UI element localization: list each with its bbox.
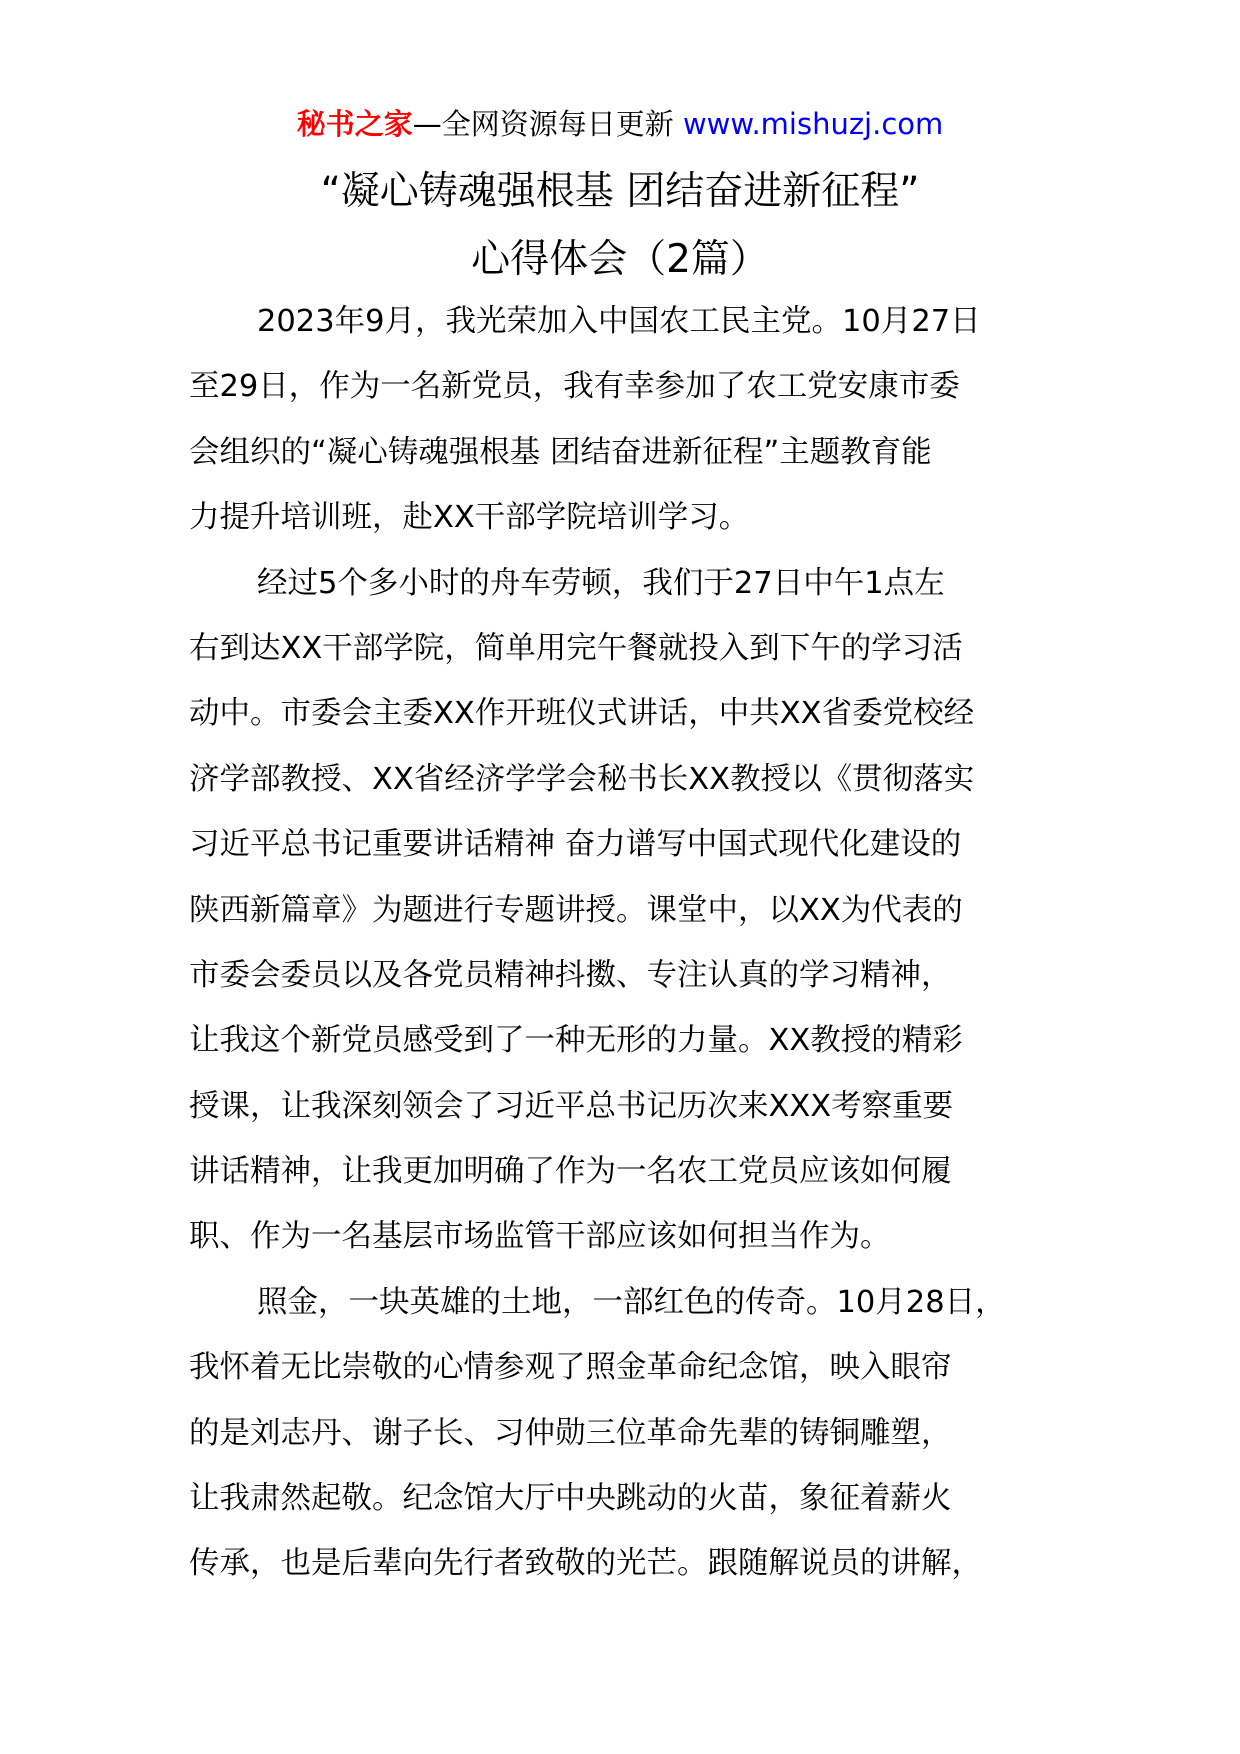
paragraph-2-line: 经过5个多小时的舟车劳顿，我们于27日中午1点左 <box>257 565 945 601</box>
brand-name: 秘书之家 <box>296 107 413 141</box>
document-title-line-1: “凝心铸魂强根基 团结奋进新征程” <box>320 169 920 214</box>
paragraph-3-line: 传承，也是后辈向先行者致敬的光芒。跟随解说员的讲解， <box>189 1546 982 1582</box>
document-title-line-2: 心得体会（2篇） <box>471 237 769 282</box>
paragraph-2-line: 授课，让我深刻领会了习近平总书记历次来XXX考察重要 <box>189 1088 954 1124</box>
header-slogan: —全网资源每日更新 <box>412 107 683 141</box>
paragraph-3-line: 的是刘志丹、谢子长、习仲勋三位革命先辈的铸铜雕塑， <box>189 1415 952 1451</box>
paragraph-2-line: 右到达XX干部学院，简单用完午餐就投入到下午的学习活 <box>189 630 963 666</box>
document-body <box>189 289 1069 1597</box>
site-header <box>0 102 1240 146</box>
paragraph-2-line: 职、作为一名基层市场监管干部应该如何担当作为。 <box>189 1219 891 1255</box>
paragraph-1-line: 力提升培训班，赴XX干部学院培训学习。 <box>189 500 750 536</box>
paragraph-3-line: 让我肃然起敬。纪念馆大厅中央跳动的火苗，象征着薪火 <box>189 1481 952 1517</box>
paragraph-2-line: 动中。市委会主委XX作开班仪式讲话，中共XX省委党校经 <box>189 696 975 732</box>
paragraph-3-line: 照金，一块英雄的土地，一部红色的传奇。10月28日， <box>257 1284 1006 1320</box>
paragraph-2-line: 市委会委员以及各党员精神抖擞、专注认真的学习精神， <box>189 957 952 993</box>
paragraph-1-line: 至29日，作为一名新党员，我有幸参加了农工党安康市委 <box>189 369 960 405</box>
paragraph-2-line: 讲话精神，让我更加明确了作为一名农工党员应该如何履 <box>189 1154 952 1190</box>
paragraph-3-line: 我怀着无比崇敬的心情参观了照金革命纪念馆，映入眼帘 <box>189 1350 952 1386</box>
paragraph-2-line: 让我这个新党员感受到了一种无形的力量。XX教授的精彩 <box>189 1023 963 1059</box>
paragraph-2-line: 陕西新篇章》为题进行专题讲授。课堂中，以XX为代表的 <box>189 892 963 928</box>
paragraph-2-line: 习近平总书记重要讲话精神 奋力谱写中国式现代化建设的 <box>189 827 962 863</box>
paragraph-1-line: 会组织的“凝心铸魂强根基 团结奋进新征程”主题教育能 <box>189 434 932 470</box>
site-url-link[interactable]: www.mishuzj.com <box>682 107 944 141</box>
paragraph-2-line: 济学部教授、XX省经济学学会秘书长XX教授以《贯彻落实 <box>189 761 975 797</box>
paragraph-1-line: 2023年9月，我光荣加入中国农工民主党。10月27日 <box>257 304 981 339</box>
